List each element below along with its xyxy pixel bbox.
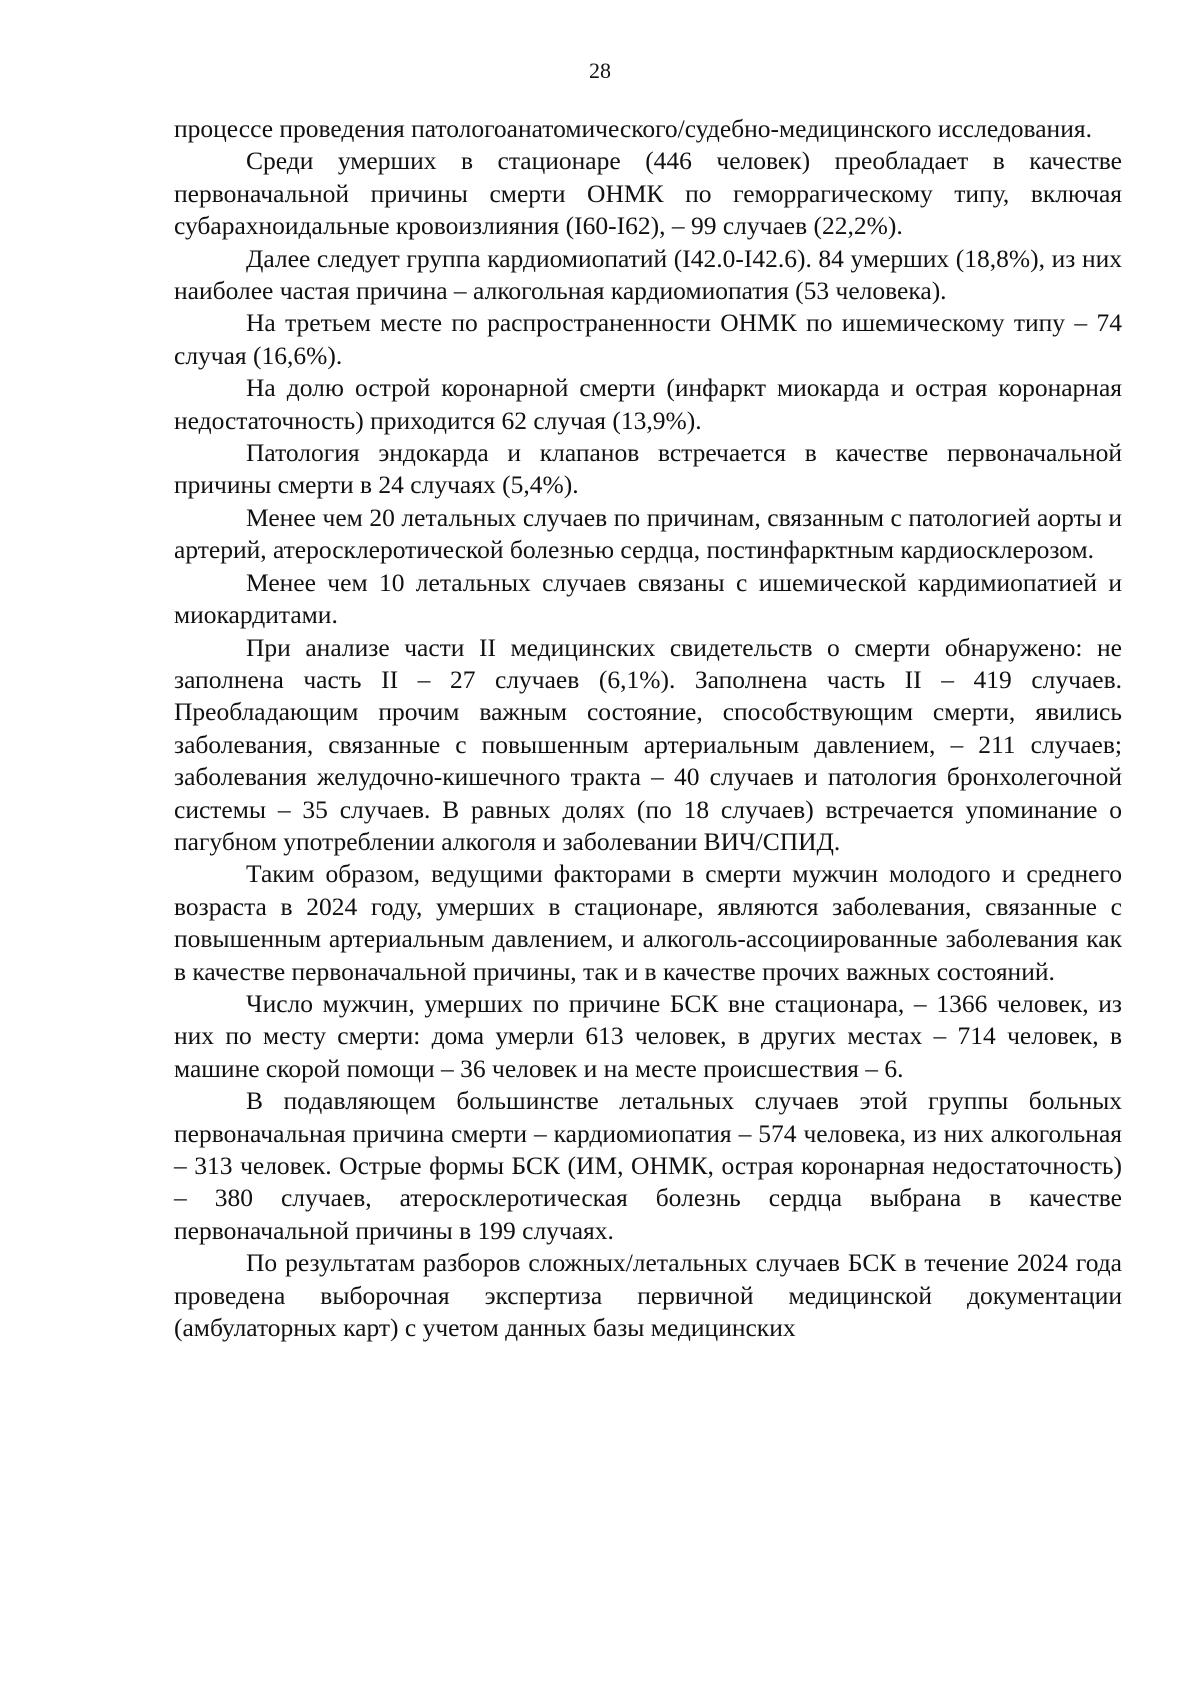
paragraph-less-than-20: Менее чем 20 летальных случаев по причинам, связанным с патологией аорты и артерий, атеросклеротической болезнью сердца, постинфарктным кардиосклерозом. — [174, 502, 1122, 565]
page-number: 28 — [589, 58, 611, 83]
paragraph-expertise: По результатам разборов сложных/летальных случаев БСК в течение 2024 года проведена выборочная экспертиза первичной медицинской документации (амбулаторных карт) с учетом данных базы медицинских — [174, 1248, 1122, 1343]
paragraph-part-ii-analysis: При анализе части II медицинских свидетельств о смерти обнаружено: не заполнена часть II – 27 случаев (6,1%). Заполнена часть II – 419 случаев. Преобладающим прочим важным состояние, способствующим смерти, явились заболевания, связанные с повышенным артериальным давлением, – 211 случаев; заболевания желудочно-кишечного тракта – 40 случаев и патология бронхолегочной системы – 35 случаев. В равных долях (по 18 случаев) встречается упоминание о пагубном употреблении алкоголя и заболевании ВИЧ/СПИД. — [174, 632, 1122, 856]
paragraph-majority-cases: В подавляющем большинстве летальных случаев этой группы больных первоначальная причина смерти – кардиомиопатия – 574 человека, из них алкогольная – 313 человек. Острые формы БСК (ИМ, ОНМК, острая коронарная недостаточность) – 380 случаев, атеросклеротическая болезнь сердца выбрана в качестве первоначальной причины в 199 случаях. — [174, 1086, 1122, 1245]
paragraph-coronary-death: На долю острой коронарной смерти (инфаркт миокарда и острая коронарная недостаточность) приходится 62 случая (13,9%). — [174, 373, 1122, 435]
paragraph-endocardium: Патология эндокарда и клапанов встречается в качестве первоначальной причины смерти в 24 случаях (5,4%). — [174, 438, 1122, 500]
paragraph-hemorrhagic-stroke: Среди умерших в стационаре (446 человек) преобладает в качестве первоначальной причины смерти ОНМК по геморрагическому типу, включая субарахноидальные кровоизлияния (I60-I62), – 99 случаев (22,2%). — [174, 146, 1122, 241]
paragraph-less-than-10: Менее чем 10 летальных случаев связаны с ишемической кардимиопатией и миокардитами. — [174, 567, 1122, 630]
document-body — [174, 113, 1122, 1344]
paragraph-cardiomyopathy: Далее следует группа кардиомиопатий (I42.0-I42.6). 84 умерших (18,8%), из них наиболее частая причина – алкогольная кардиомиопатия (53 человека). — [174, 243, 1122, 306]
paragraph-conclusion: Таким образом, ведущими факторами в смерти мужчин молодого и среднего возраста в 2024 году, умерших в стационаре, являются заболевания, связанные с повышенным артериальным давлением, и алкоголь-ассоциированные заболевания как в качестве первоначальной причины, так и в качестве прочих важных состояний. — [174, 859, 1122, 986]
paragraph-ischemic-stroke: На третьем месте по распространенности ОНМК по ишемическому типу – 74 случая (16,6%). — [174, 308, 1122, 370]
paragraph-continuation: процессе проведения патологоанатомического/судебно-медицинского исследования. — [174, 114, 1092, 143]
paragraph-outside-hospital: Число мужчин, умерших по причине БСК вне стационара, – 1366 человек, из них по месту смерти: дома умерли 613 человек, в других местах – 714 человек, в машине скорой помощи – 36 человек и на месте происшествия – 6. — [174, 988, 1122, 1083]
